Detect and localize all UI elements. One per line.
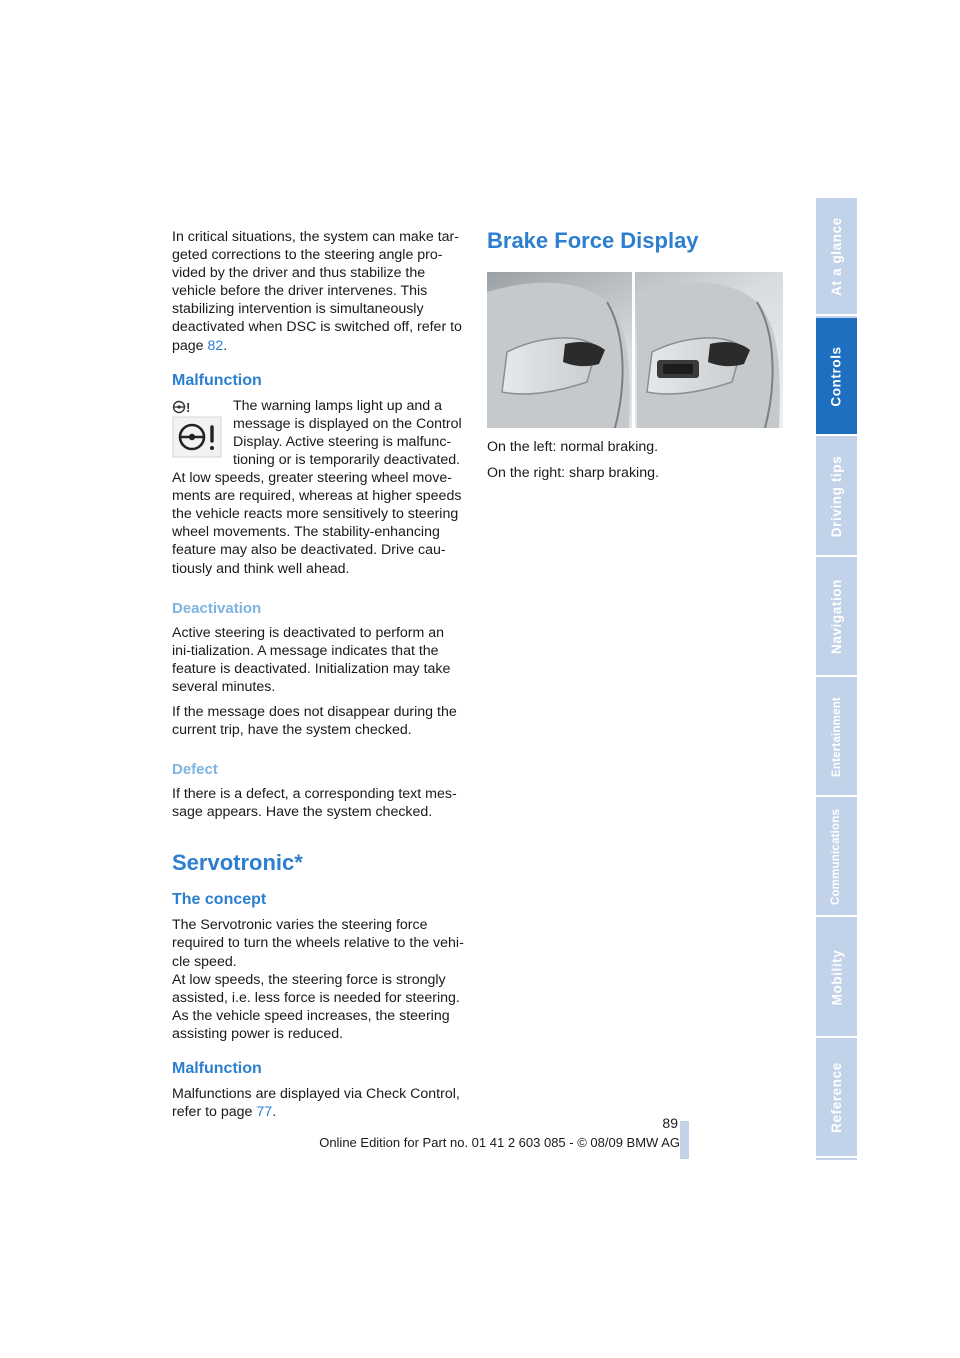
steering-warning-icons <box>172 399 222 466</box>
caption-right: On the right: sharp braking. <box>487 465 659 482</box>
tab-controls[interactable] <box>816 318 857 436</box>
tab-at-a-glance[interactable] <box>816 198 857 316</box>
tab-label: Navigation <box>829 579 845 655</box>
page-link-82[interactable]: 82 <box>207 337 224 354</box>
malfunction-text-1: The warning lamps light up and a message is displayed on the Control Display. Active steering is malfunc-tioning or is temporarily deactivated. <box>233 397 462 468</box>
intro-paragraph <box>172 228 464 355</box>
page-link-77[interactable]: 77 <box>256 1104 273 1121</box>
right-column <box>487 228 783 489</box>
malfunction-heading: Malfunction <box>172 371 262 389</box>
steering-warning-icon <box>172 399 222 461</box>
concept-heading: The concept <box>172 891 267 909</box>
malfunction2-heading: Malfunction <box>172 1060 262 1077</box>
tab-label: At a glance <box>829 216 844 296</box>
tab-mobility[interactable] <box>816 920 857 1038</box>
defect-heading: Defect <box>172 761 218 779</box>
footer-text: Online Edition for Part no. 01 41 2 603 085 - © 08/09 BMW AG <box>319 1135 680 1150</box>
tab-label: Entertainment <box>830 697 843 777</box>
concept-text-1: The Servotronic varies the steering force required to turn the wheels relative to the vehi-cle speed. <box>172 917 464 970</box>
brake-lights-illustration <box>487 272 783 428</box>
tab-reference[interactable] <box>816 1040 857 1158</box>
caption-left: On the left: normal braking. <box>487 439 659 455</box>
tab-driving-tips[interactable] <box>816 439 857 557</box>
tab-label: Driving tips <box>829 455 844 538</box>
left-column <box>172 228 464 1128</box>
brake-force-heading: Brake Force Display <box>487 228 699 253</box>
right-car-panel <box>637 283 780 428</box>
malfunction2-text: Malfunctions are displayed via Check Control, refer to page <box>172 1086 460 1121</box>
malfunction-warning <box>172 397 464 469</box>
intro-text: In critical situations, the system can make tar-geted corrections to the steering angle pro-vided by the driver and thus stabilize the vehicle before the driver intervenes. This stabilizing intervention is simultaneously deactivated when DSC is switched off, refer to page <box>172 229 462 354</box>
malfunction2-end: . <box>272 1104 277 1121</box>
tab-communications[interactable] <box>816 799 857 917</box>
defect-text: If there is a defect, a corresponding text mes-sage appears. Have the system checked. <box>172 786 457 821</box>
deactivation-text-2: If the message does not disappear during the current trip, have the system checked. <box>172 703 457 739</box>
malfunction-text-2: At low speeds, greater steering wheel move-ments are required, whereas at higher speeds the vehicle reacts more sensitively to steering wheel movements. The stability-enhancing feature may also be deactivated. Drive cau-tiously and think well ahead. <box>172 470 462 577</box>
intro-end: . <box>223 337 228 354</box>
page-number: 89 <box>662 1115 678 1131</box>
footer-marker <box>680 1121 689 1159</box>
tab-entertainment[interactable] <box>816 679 857 797</box>
deactivation-text-1: Active steering is deactivated to perform an ini-tialization. A message indicates that the feature is deactivated. Initialization may take several minutes. <box>172 624 451 695</box>
tab-label: Communications <box>830 809 843 906</box>
concept-text-2: At low speeds, the steering force is strongly assisted, i.e. less force is needed for steering. As the vehicle speed increases, the steering assisting power is reduced. <box>172 971 460 1042</box>
malfunction2-paragraph <box>172 1085 464 1121</box>
deactivation-heading: Deactivation <box>172 599 262 617</box>
servotronic-heading: Servotronic* <box>172 850 303 876</box>
left-car-panel <box>487 283 630 428</box>
tab-label: Mobility <box>829 949 845 1006</box>
tab-label: Reference <box>829 1062 844 1134</box>
tab-label: Controls <box>829 346 845 407</box>
svg-text:!: ! <box>186 399 191 415</box>
tab-navigation[interactable] <box>816 559 857 677</box>
